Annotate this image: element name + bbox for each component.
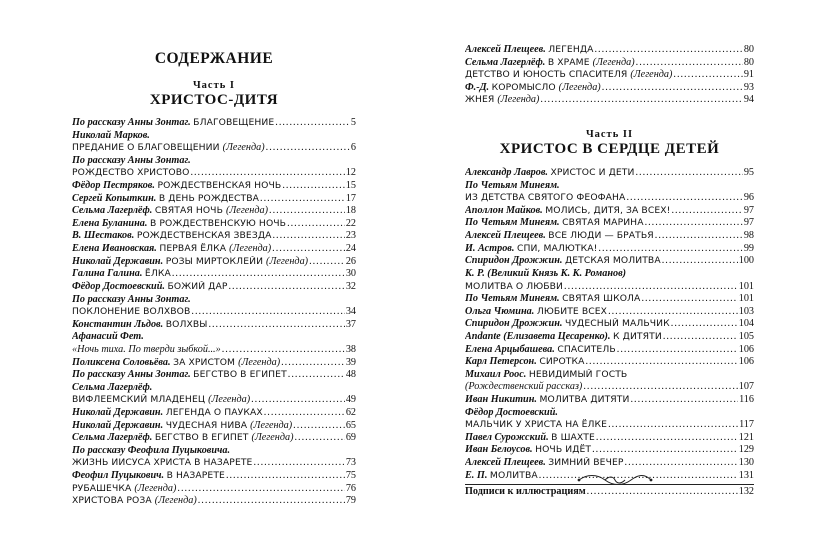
part-one-label: Часть I bbox=[192, 80, 236, 91]
toc-entry[interactable]: Николай Державин. ЧУДЕСНАЯ НИВА (Легенда) ..... 65 bbox=[72, 420, 356, 433]
toc-entry: По Четьям Минеям. bbox=[465, 179, 560, 191]
toc-entry: Афанасий Фет. bbox=[72, 331, 144, 343]
toc-entry[interactable]: РОЖДЕСТВО ХРИСТОВО ..... 12 bbox=[72, 167, 356, 180]
ornament-flourish bbox=[410, 472, 820, 493]
toc-entry[interactable]: ИЗ ДЕТСТВА СВЯТОГО ФЕОФАНА ..... 96 bbox=[465, 192, 754, 205]
toc-entry[interactable]: (Рождественский рассказ) ..... 107 bbox=[465, 381, 754, 394]
toc-entry[interactable]: ВИФЛЕЕМСКИЙ МЛАДЕНЕЦ (Легенда) ..... 49 bbox=[72, 394, 356, 407]
toc-entry[interactable]: Фёдор Достоевский. БОЖИЙ ДАР ..... 32 bbox=[72, 281, 356, 294]
toc-entry[interactable]: «Ночь тиха. По тверди зыбкой...» ..... 38 bbox=[72, 344, 356, 357]
part-two-label: Часть II bbox=[585, 129, 634, 141]
right-page bbox=[410, 0, 820, 552]
toc-entry[interactable]: ЖИЗНЬ ИИСУСА ХРИСТА В НАЗАРЕТЕ ..... 73 bbox=[72, 457, 356, 470]
toc-entry[interactable]: Алексей Плещеев. ЛЕГЕНДА ..... 80 bbox=[465, 44, 754, 57]
part-one-entries bbox=[72, 117, 356, 508]
toc-entry[interactable]: Поликсена Соловьёва. ЗА ХРИСТОМ (Легенда) ..... 39 bbox=[72, 357, 356, 370]
toc-entry[interactable]: Алексей Плещеев. ВСЕ ЛЮДИ — БРАТЬЯ ..... 98 bbox=[465, 230, 754, 243]
toc-entry[interactable]: ПОКЛОНЕНИЕ ВОЛХВОВ ..... 34 bbox=[72, 306, 356, 319]
toc-entry[interactable]: Елена Арцыбашева. СПАСИТЕЛЬ ..... 106 bbox=[465, 344, 754, 357]
toc-entry: По рассказу Анны Зонтаг. bbox=[72, 154, 191, 166]
toc-entry[interactable]: Фёдор Пестряков. РОЖДЕСТВЕНСКАЯ НОЧЬ ..... 15 bbox=[72, 180, 356, 193]
toc-entry: Фёдор Достоевский. bbox=[465, 406, 558, 418]
toc-entry[interactable]: По рассказу Анны Зонтаг. БЛАГОВЕЩЕНИЕ ..... 5 bbox=[72, 117, 356, 130]
toc-entry[interactable]: По рассказу Анны Зонтаг. БЕГСТВО В ЕГИПЕТ ..... 48 bbox=[72, 369, 356, 382]
toc-entry: Николай Марков. bbox=[72, 129, 150, 141]
toc-entry[interactable]: Николай Державин. РОЗЫ МИРТОКЛЕЙИ (Легенда) ..... 26 bbox=[72, 256, 356, 269]
toc-entry[interactable]: ПРЕДАНИЕ О БЛАГОВЕЩЕНИИ (Легенда) ..... 6 bbox=[72, 142, 356, 155]
flourish-icon bbox=[575, 472, 655, 488]
toc-entry[interactable]: ДЕТСТВО И ЮНОСТЬ СПАСИТЕЛЯ (Легенда) ..... 91 bbox=[465, 69, 754, 82]
toc-entry: К. Р. (Великий Князь К. К. Романов) bbox=[465, 267, 627, 279]
toc-entry[interactable]: МОЛИТВА О ЛЮБВИ ..... 101 bbox=[465, 281, 754, 294]
toc-entry[interactable]: Andante (Елизавета Цесаренко). К ДИТЯТИ ..... 105 bbox=[465, 331, 754, 344]
toc-entry[interactable]: По Четьям Минеям. СВЯТАЯ МАРИНА ..... 97 bbox=[465, 217, 754, 230]
toc-entry[interactable]: Е. П. МОЛИТВА ..... 131 bbox=[465, 470, 754, 483]
toc-entry[interactable]: Феофил Пуцыкович. В НАЗАРЕТЕ ..... 75 bbox=[72, 470, 356, 483]
toc-entry[interactable]: Иван Белоусов. НОЧЬ ИДЁТ ..... 129 bbox=[465, 444, 754, 457]
toc-entry[interactable]: Галина Галина. ЁЛКА ..... 30 bbox=[72, 268, 356, 281]
toc-entry[interactable]: МАЛЬЧИК У ХРИСТА НА ЁЛКЕ ..... 117 bbox=[465, 419, 754, 432]
part-one-title: ХРИСТОС-ДИТЯ bbox=[149, 92, 279, 108]
toc-entry[interactable]: РУБАШЕЧКА (Легенда) ..... 76 bbox=[72, 483, 356, 496]
toc-entry[interactable]: Карл Петерсон. СИРОТКА ..... 106 bbox=[465, 356, 754, 369]
toc-entry[interactable]: Аполлон Майков. МОЛИСЬ, ДИТЯ, ЗА ВСЕХ! ..... 97 bbox=[465, 205, 754, 218]
toc-entry[interactable]: Сельма Лагерлёф. СВЯТАЯ НОЧЬ (Легенда) ..... 18 bbox=[72, 205, 356, 218]
toc-entry: Михаил Роос. НЕВИДИМЫЙ ГОСТЬ bbox=[465, 368, 628, 380]
toc-entry[interactable]: Сергей Копыткин. В ДЕНЬ РОЖДЕСТВА ..... 17 bbox=[72, 193, 356, 206]
toc-entry[interactable]: И. Астров. СПИ, МАЛЮТКА! ..... 99 bbox=[465, 243, 754, 256]
toc-entry[interactable]: Елена Ивановская. ПЕРВАЯ ЁЛКА (Легенда) ..... 24 bbox=[72, 243, 356, 256]
toc-entry[interactable]: Иван Никитин. МОЛИТВА ДИТЯТИ ..... 116 bbox=[465, 394, 754, 407]
toc-entry[interactable]: Александр Лавров. ХРИСТОС И ДЕТИ ..... 95 bbox=[465, 167, 754, 180]
toc-entry[interactable]: Елена Буланина. В РОЖДЕСТВЕНСКУЮ НОЧЬ ..... 22 bbox=[72, 218, 356, 231]
toc-entry[interactable]: Спиридон Дрожжин. ДЕТСКАЯ МОЛИТВА ..... 100 bbox=[465, 255, 754, 268]
toc-entry[interactable]: Павел Сурожский. В ШАХТЕ ..... 121 bbox=[465, 432, 754, 445]
toc-entry: По рассказу Феофила Пуцыковича. bbox=[72, 444, 230, 456]
toc-entry[interactable]: По Четьям Минеям. СВЯТАЯ ШКОЛА ..... 101 bbox=[465, 293, 754, 306]
toc-entry: По рассказу Анны Зонтаг. bbox=[72, 293, 191, 305]
toc-entry[interactable]: ЖНЕЯ (Легенда) ..... 94 bbox=[465, 94, 754, 107]
toc-entry[interactable]: Сельма Лагерлёф. БЕГСТВО В ЕГИПЕТ (Легенда) ..... 69 bbox=[72, 432, 356, 445]
toc-entry[interactable]: ХРИСТОВА РОЗА (Легенда) ..... 79 bbox=[72, 495, 356, 508]
part-two-title: ХРИСТОС В СЕРДЦЕ ДЕТЕЙ bbox=[499, 141, 720, 158]
illustrations-entry[interactable]: Подписи к иллюстрациям ..... 132 bbox=[465, 486, 754, 499]
toc-entry[interactable]: Алексей Плещеев. ЗИМНИЙ ВЕЧЕР ..... 130 bbox=[465, 457, 754, 470]
part-one-continued bbox=[465, 44, 754, 107]
toc-entry[interactable]: Сельма Лагерлёф. В ХРАМЕ (Легенда) ..... 80 bbox=[465, 57, 754, 70]
toc-entry[interactable]: Константин Льдов. ВОЛХВЫ ..... 37 bbox=[72, 319, 356, 332]
toc-title: СОДЕРЖАНИЕ bbox=[154, 50, 274, 67]
toc-entry[interactable]: Ф.-Д. КОРОМЫСЛО (Легенда) ..... 93 bbox=[465, 82, 754, 95]
toc-entry[interactable]: Спиридон Дрожжин. ЧУДЕСНЫЙ МАЛЬЧИК ..... 104 bbox=[465, 318, 754, 331]
toc-entry[interactable]: Николай Державин. ЛЕГЕНДА О ПАУКАХ ..... 62 bbox=[72, 407, 356, 420]
toc-entry[interactable]: Ольга Чюмина. ЛЮБИТЕ ВСЕХ ..... 103 bbox=[465, 306, 754, 319]
toc-entry: Сельма Лагерлёф. bbox=[72, 381, 153, 393]
part-two-entries bbox=[465, 167, 754, 499]
toc-entry[interactable]: В. Шестаков. РОЖДЕСТВЕНСКАЯ ЗВЕЗДА ..... 23 bbox=[72, 230, 356, 243]
